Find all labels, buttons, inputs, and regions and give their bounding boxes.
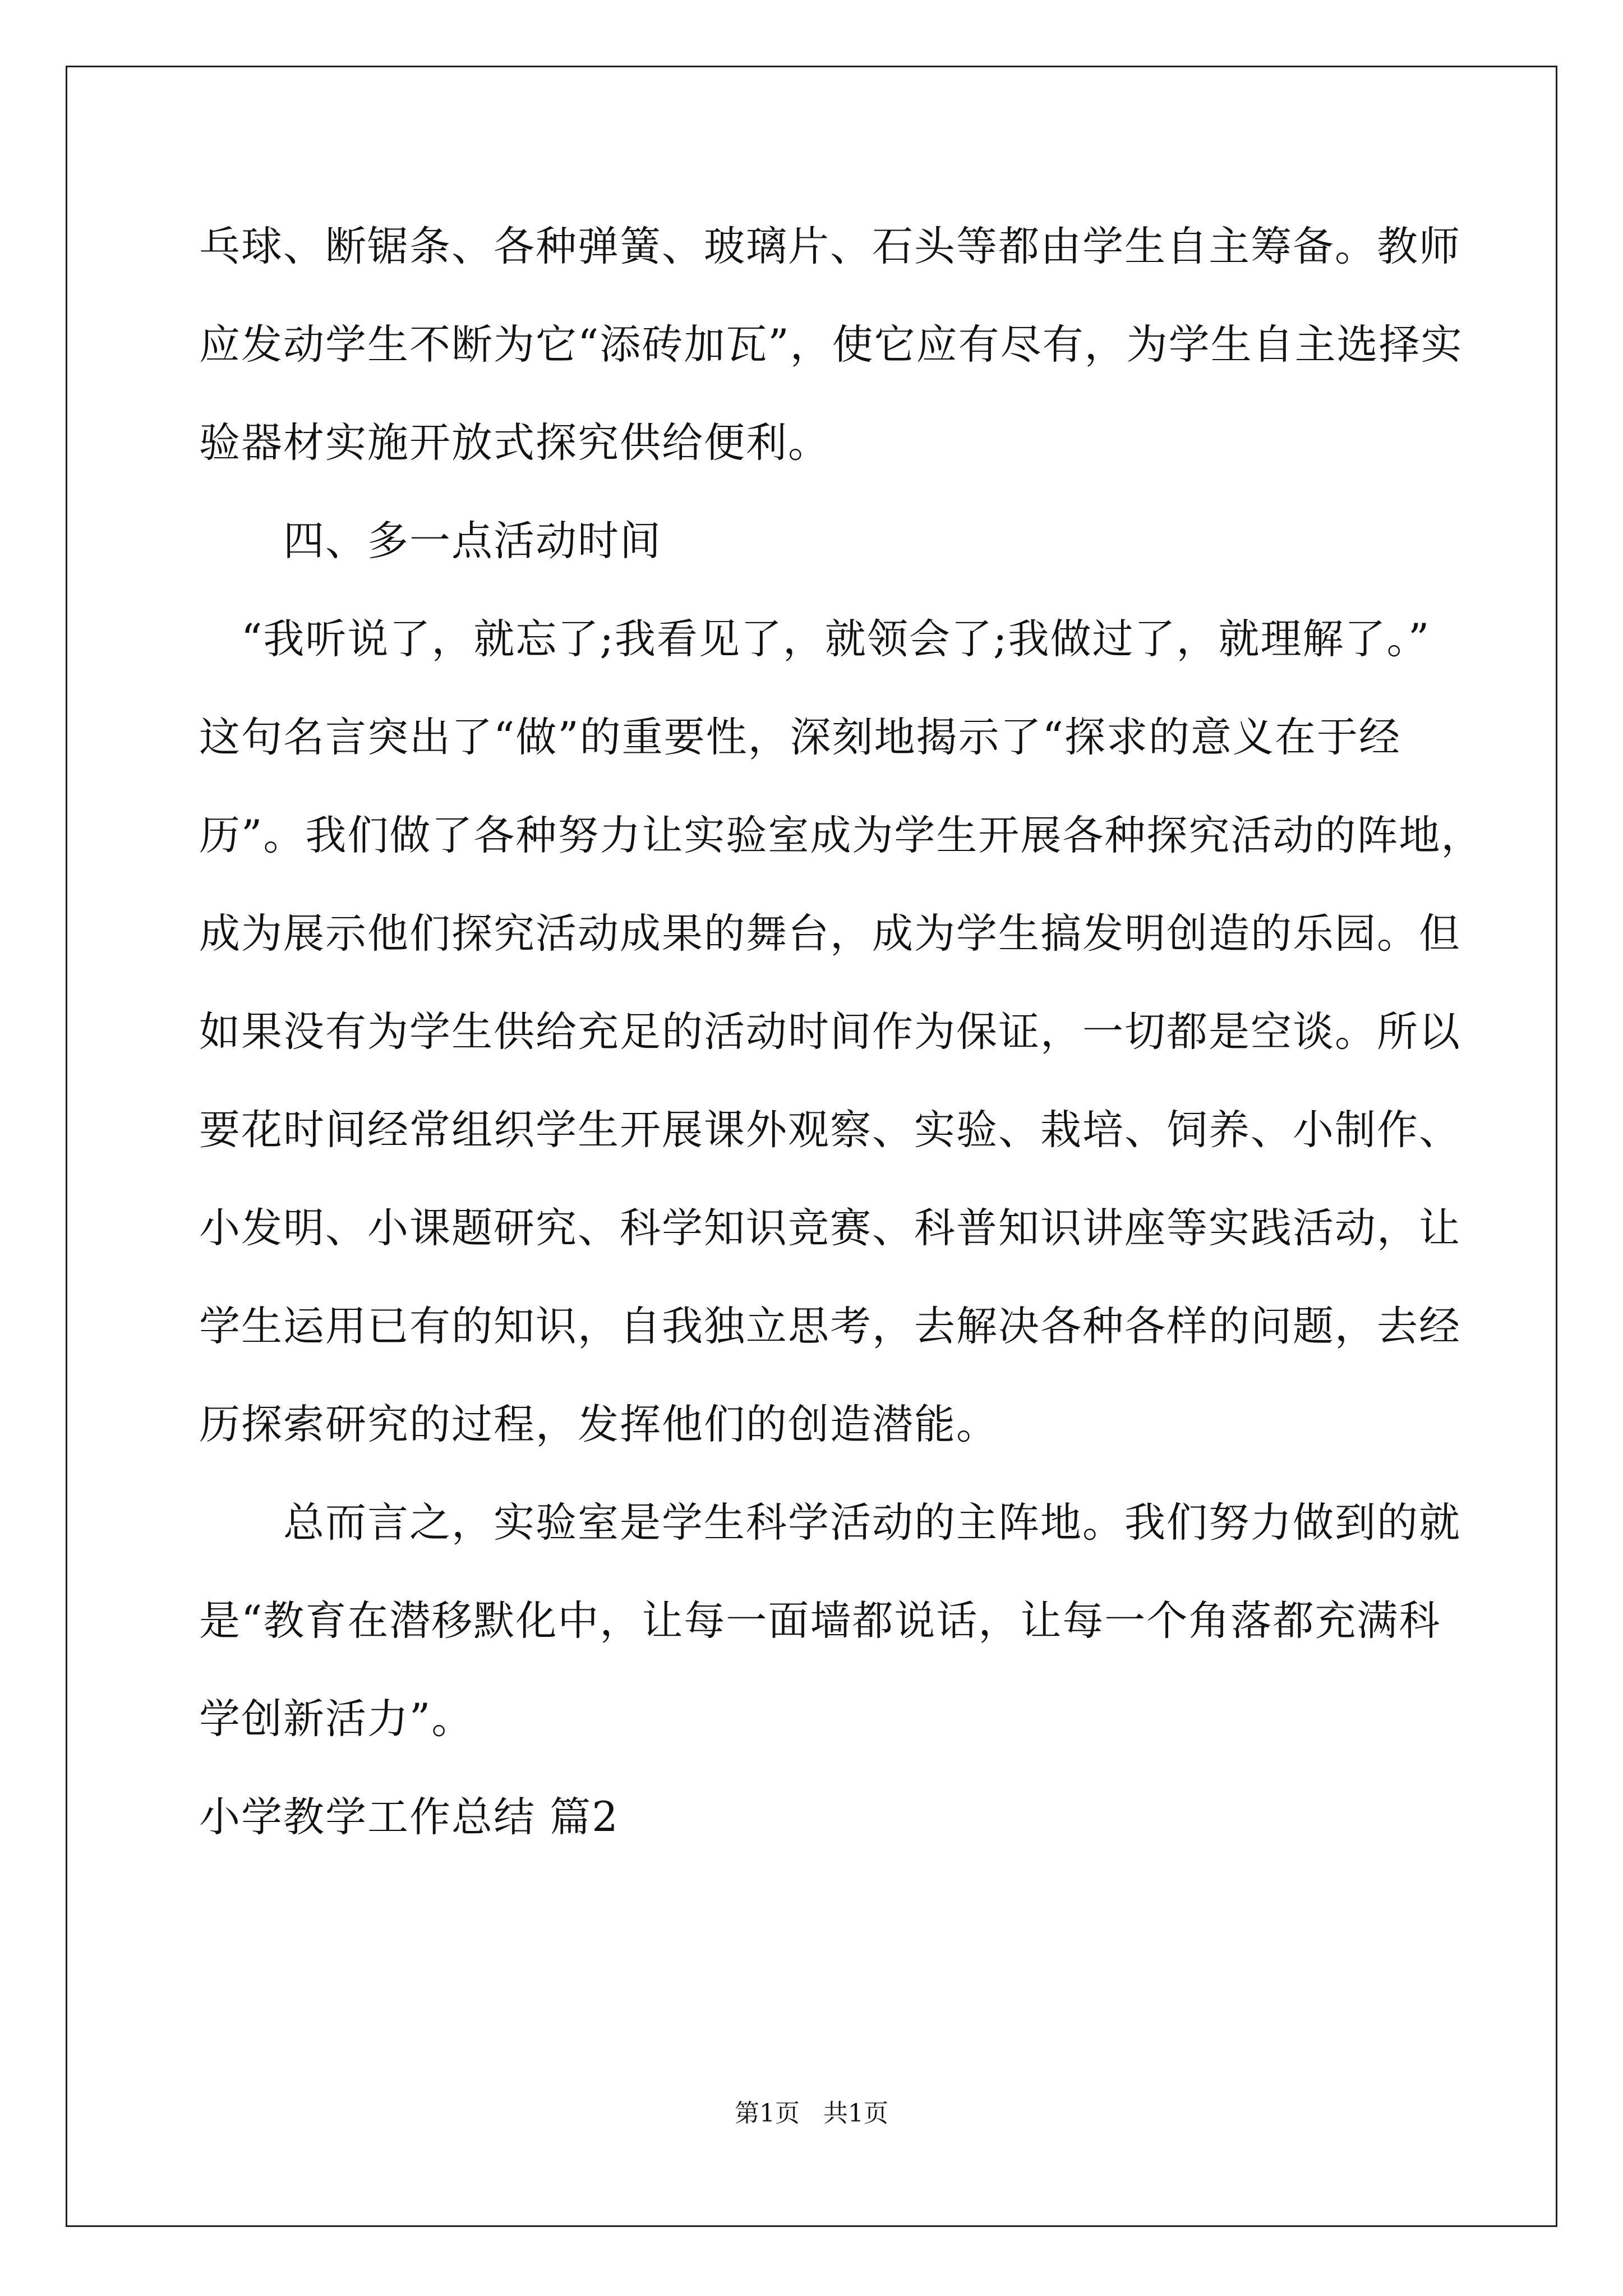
body-line-3: 验器材实施开放式探究供给便利。 bbox=[199, 419, 830, 467]
body-line-13: 历探索研究的过程，发挥他们的创造潜能。 bbox=[199, 1401, 998, 1448]
body-line-12: 学生运用已有的知识，自我独立思考，去解决各种各样的问题，去经 bbox=[199, 1303, 1461, 1350]
body-line-14: 总而言之，实验室是学生科学活动的主阵地。我们努力做到的就 bbox=[199, 1499, 1461, 1547]
page-footer: 第1页 共1页 bbox=[735, 2099, 888, 2128]
body-line-11: 小发明、小课题研究、科学知识竞赛、科普知识讲座等实践活动，让 bbox=[199, 1204, 1461, 1252]
body-line-7: 历”。我们做了各种努力让实验室成为学生开展各种探究活动的阵地， bbox=[199, 812, 1483, 859]
body-line-10: 要花时间经常组织学生开展课外观察、实验、栽培、饲养、小制作、 bbox=[199, 1106, 1461, 1154]
body-line-6: 这句名言突出了“做”的重要性，深刻地揭示了“探求的意义在于经 bbox=[199, 714, 1401, 761]
section-title: 小学教学工作总结 篇2 bbox=[199, 1793, 619, 1841]
body-line-9: 如果没有为学生供给充足的活动时间作为保证，一切都是空谈。所以 bbox=[199, 1008, 1461, 1056]
body-line-1: 乓球、断锯条、各种弹簧、玻璃片、石头等都由学生自主筹备。教师 bbox=[199, 223, 1461, 270]
body-line-15: 是“教育在潜移默化中，让每一面墙都说话，让每一个角落都充满科 bbox=[199, 1597, 1441, 1645]
body-line-16: 学创新活力”。 bbox=[199, 1695, 474, 1743]
body-line-8: 成为展示他们探究活动成果的舞台，成为学生搞发明创造的乐园。但 bbox=[199, 910, 1461, 958]
section-heading: 四、多一点活动时间 bbox=[199, 517, 662, 565]
body-line-5: “我听说了，就忘了;我看见了，就领会了;我做过了，就理解了。” bbox=[199, 615, 1431, 663]
body-line-2: 应发动学生不断为它“添砖加瓦”，使它应有尽有，为学生自主选择实 bbox=[199, 321, 1463, 369]
